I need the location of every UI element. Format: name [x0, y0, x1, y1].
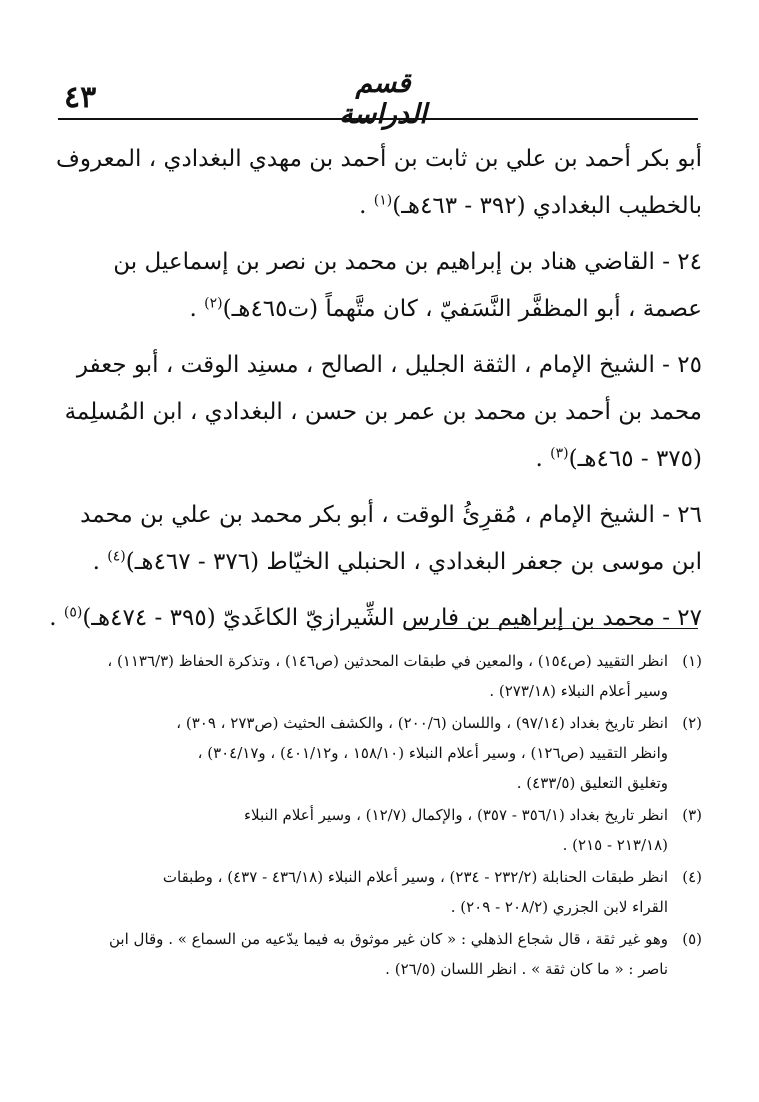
- text-line-content: بالخطيب البغدادي (٣٩٢ - ٤٦٣هـ): [392, 193, 702, 219]
- footnote: [70, 924, 702, 984]
- footnote-line: (٢١٣/١٨ - ٢١٥) .: [562, 836, 668, 854]
- entry-paragraph: [62, 342, 702, 483]
- footnote-line: انظر تاريخ بغداد (٣٥٦/١ - ٣٥٧) ، والإكمال (١٢/٧) ، وسير أعلام النبلاء: [244, 806, 668, 824]
- footnote-ref: (١): [373, 192, 393, 209]
- footnote-number: (٤): [682, 868, 702, 886]
- footnote-line: وانظر التقييد (ص١٢٦) ، وسير أعلام النبلاء (١٥٨/١٠ ، و٤٠١/١٢) ، و٣٠٤/١٧) ،: [197, 744, 668, 762]
- text-line-content: عصمة ، أبو المظفَّر النَّسَفيّ ، كان متَّهماً (ت٤٦٥هـ): [222, 296, 702, 322]
- text-line: ٢٤ - القاضي هناد بن إبراهيم بن محمد بن نصر بن إسماعيل بن: [113, 249, 702, 275]
- footnotes: [70, 646, 702, 986]
- text-line-content: ٢٧ - محمد بن إبراهيم بن فارس الشِّيرازيّ الكاغَديّ (٣٩٥ - ٤٧٤هـ): [82, 605, 702, 631]
- footnote-ref: (٢): [204, 295, 223, 312]
- footnote-line: ناصر : « ما كان ثقة » . انظر اللسان (٢٦/٥) .: [385, 960, 668, 978]
- entry-paragraph: [62, 239, 702, 333]
- footnote-number: (٢): [682, 714, 702, 732]
- sentence-end: .: [49, 605, 64, 631]
- footnote-line: انظر تاريخ بغداد (٩٧/١٤) ، واللسان (٢٠٠/٦) ، والكشف الحثيث (ص٢٧٣ ، ٣٠٩) ،: [176, 714, 668, 732]
- text-line: [49, 595, 702, 642]
- text-line: [62, 183, 702, 230]
- page-number: ٤٣: [64, 80, 97, 115]
- footnote-ref: (٥): [63, 604, 83, 621]
- running-title: قسم الدراسة: [339, 68, 427, 130]
- footnote-number: (١): [682, 652, 702, 670]
- footnote-line: وسير أعلام النبلاء (٢٧٣/١٨) .: [489, 682, 668, 700]
- footnote: [70, 646, 702, 706]
- text-line-content: ابن موسى بن جعفر البغدادي ، الحنبلي الخيّاط (٣٧٦ - ٤٦٧هـ): [125, 549, 702, 575]
- sentence-end: .: [189, 296, 205, 322]
- text-line: ٢٦ - الشيخ الإمام ، مُقرِئُ الوقت ، أبو بكر محمد بن علي بن محمد: [80, 502, 702, 528]
- footnote: [70, 800, 702, 860]
- text-line: أبو بكر أحمد بن علي بن ثابت بن أحمد بن مهدي البغدادي ، المعروف: [56, 146, 702, 172]
- footnote-separator: [404, 628, 698, 629]
- footnote-line: وتغليق التعليق (٤٣٣/٥) .: [516, 774, 668, 792]
- sentence-end: .: [535, 446, 551, 472]
- footnote-line: وهو غير ثقة ، قال شجاع الذهلي : « كان غير موثوق به فيما يدّعيه من السماع » . وقال ابن: [109, 930, 668, 948]
- text-line: [62, 286, 702, 333]
- entry-paragraph: [49, 595, 702, 642]
- footnote: [70, 708, 702, 798]
- main-text: [49, 136, 702, 651]
- text-line: محمد بن أحمد بن محمد بن عمر بن حسن ، البغدادي ، ابن المُسلِمة: [64, 399, 702, 425]
- footnote-ref: (٤): [107, 548, 126, 565]
- footnote: [70, 862, 702, 922]
- footnote-number: (٥): [682, 930, 702, 948]
- footnote-line: القراء لابن الجزري (٢٠٨/٢ - ٢٠٩) .: [450, 898, 668, 916]
- footnote-ref: (٣): [550, 445, 569, 462]
- footnote-number: (٣): [682, 806, 702, 824]
- footnote-line: انظر طبقات الحنابلة (٢٣٢/٢ - ٢٣٤) ، وسير أعلام النبلاء (٤٣٦/١٨ - ٤٣٧) ، وطبقات: [162, 868, 668, 886]
- text-line-content: (٣٧٥ - ٤٦٥هـ): [568, 446, 702, 472]
- text-line: [62, 436, 702, 483]
- text-line: [62, 539, 702, 586]
- entry-paragraph: [62, 492, 702, 586]
- header-rule: [58, 118, 698, 120]
- sentence-end: .: [359, 193, 374, 219]
- sentence-end: .: [92, 549, 108, 575]
- text-line: ٢٥ - الشيخ الإمام ، الثقة الجليل ، الصالح ، مسنِد الوقت ، أبو جعفر: [76, 352, 702, 378]
- entry-paragraph: [56, 136, 702, 230]
- page-header: [58, 66, 698, 130]
- footnote-line: انظر التقييد (ص١٥٤) ، والمعين في طبقات المحدثين (ص١٤٦) ، وتذكرة الحفاظ (١١٣٦/٣) ،: [107, 652, 668, 670]
